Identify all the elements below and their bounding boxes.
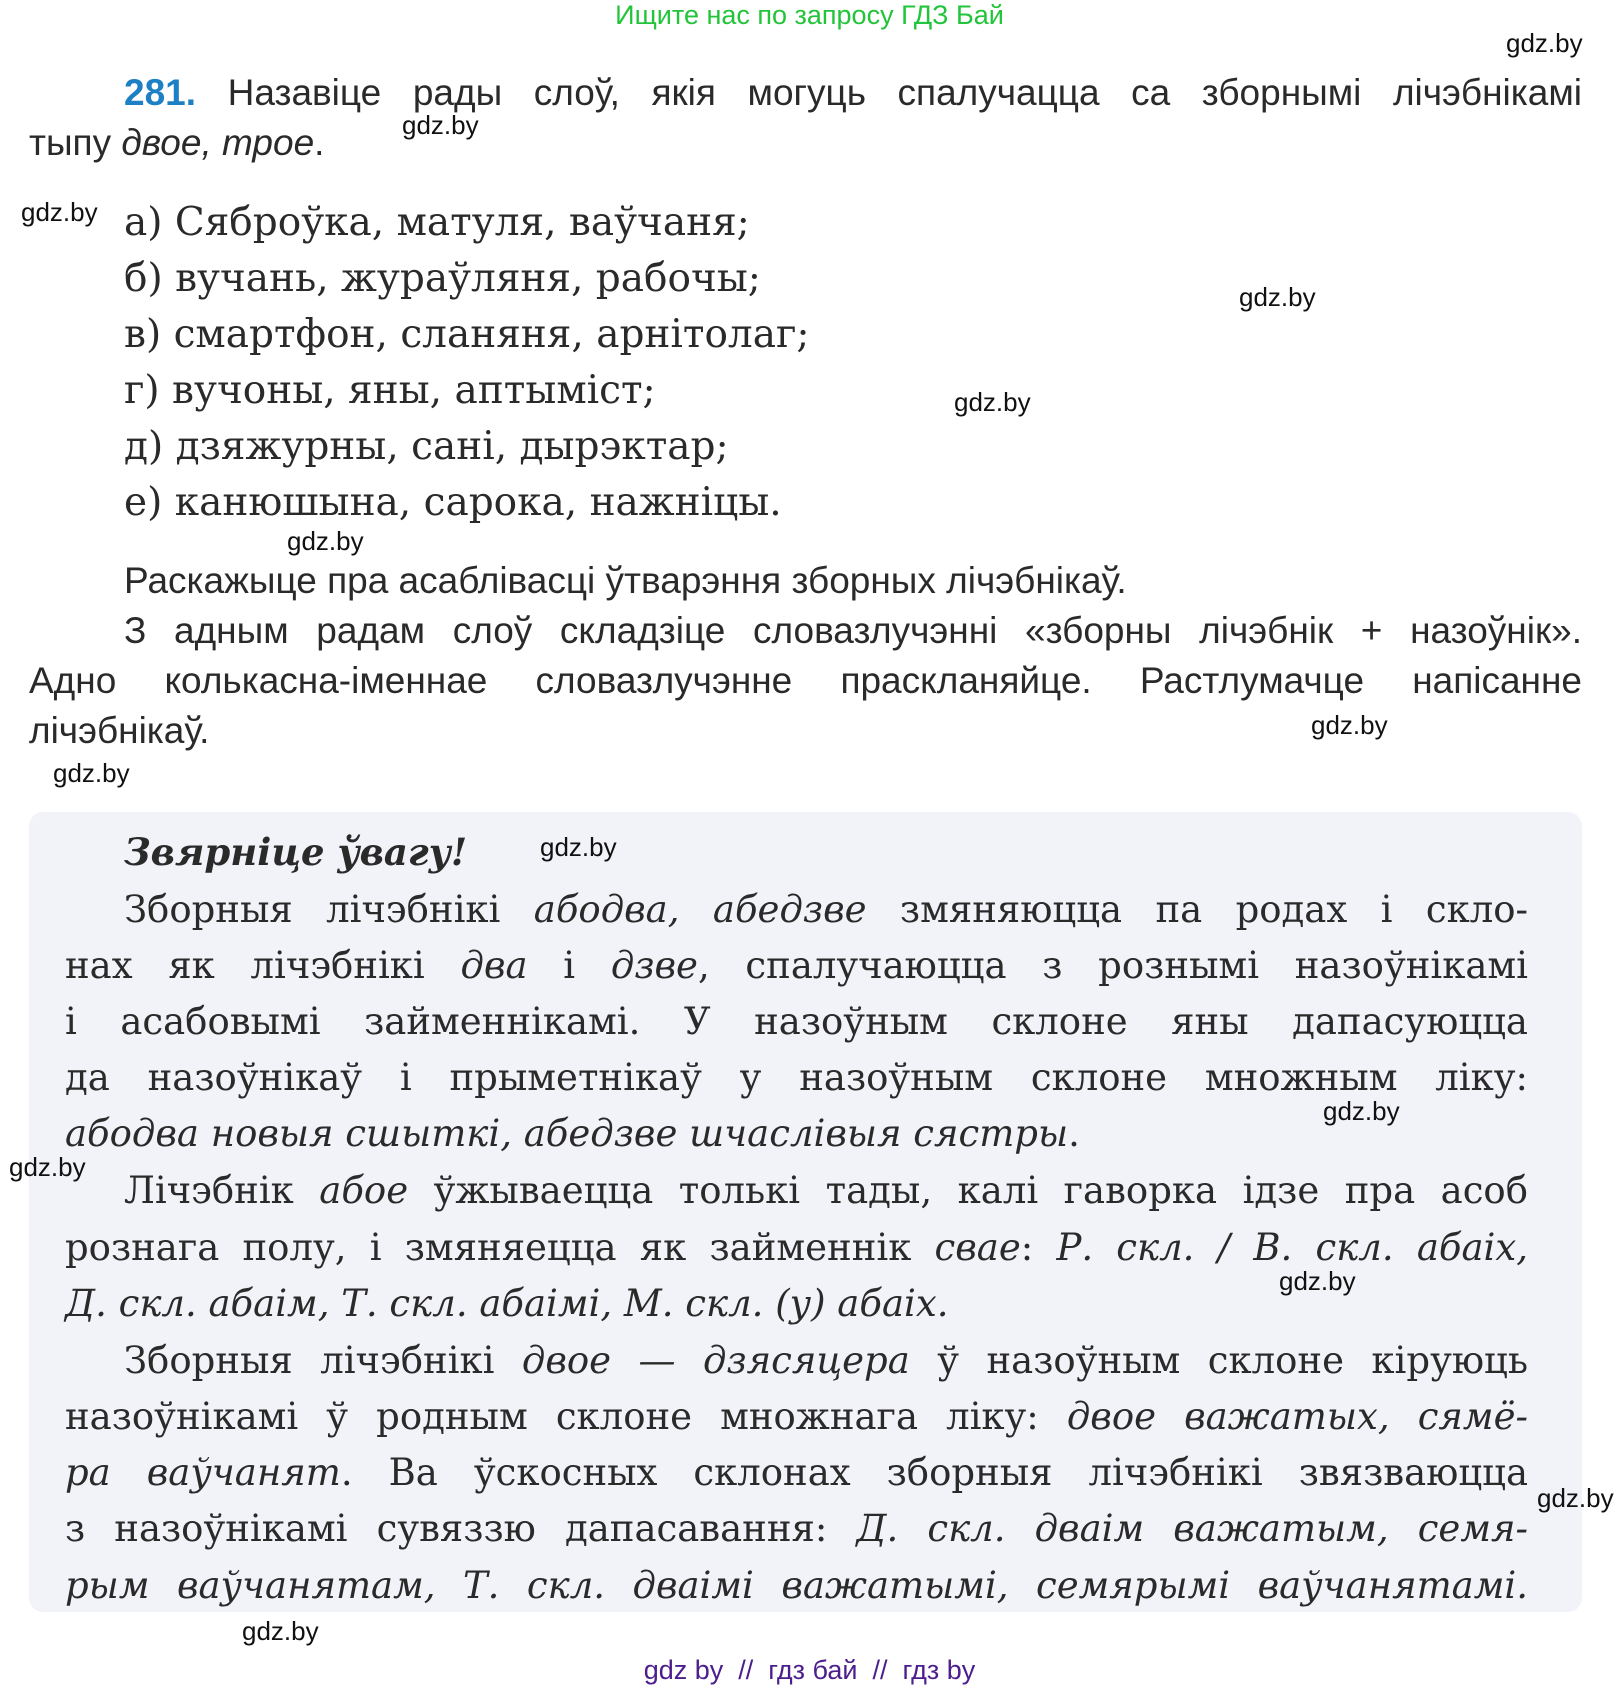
note-text: да назоўнікаў і прыметнікаў у назоўным склоне множным ліку: <box>65 1056 1528 1099</box>
note-text: назоўнікамі ў родным склоне множнага ліку: <box>65 1395 1067 1438</box>
note-text: . Ва ўскосных склонах зборныя лічэбнікі звязваюцца <box>340 1451 1529 1494</box>
watermark: gdz.by <box>287 526 364 556</box>
note-text: , спалучаюцца з рознымі назоўнікамі <box>697 944 1529 987</box>
example-text: рым ваўчанятам, Т. скл. дваімі важатымі, семярымі ваўчанятамі. <box>65 1564 1528 1607</box>
note-line <box>124 889 1528 932</box>
watermark: gdz.by <box>242 1616 319 1646</box>
example-text: Д. скл. дваім важатым, семя- <box>856 1507 1528 1550</box>
note-line <box>65 1057 1528 1100</box>
list-item: е) канюшына, сарока, нажніцы. <box>124 480 782 525</box>
note-text: рознага полу, і змяняецца як займеннік <box>65 1226 935 1269</box>
example-text: двое важатых, сямё- <box>1066 1395 1528 1438</box>
watermark: gdz.by <box>1537 1483 1614 1513</box>
note-text: нах як лічэбнікі <box>65 944 461 987</box>
search-hint-banner: Ищите нас по запросу ГДЗ Бай <box>615 0 1004 30</box>
note-text: Зборныя лічэбнікі <box>124 888 534 931</box>
note-text: змяняюцца па родах і скло- <box>866 888 1528 931</box>
watermark: gdz.by <box>9 1152 86 1182</box>
watermark: gdz.by <box>1506 28 1583 58</box>
example-text: абодва новыя сшыткі, абедзве шчаслівыя сястры <box>65 1112 1069 1155</box>
note-text: і асабовымі займеннікамі. У назоўным склоне яны дапасуюцца <box>65 1000 1528 1043</box>
example-text: дзве <box>610 944 698 987</box>
note-line <box>65 1508 1528 1551</box>
note-line <box>65 1565 1528 1608</box>
watermark: gdz.by <box>1323 1096 1400 1126</box>
exercise-line-2 <box>29 122 324 165</box>
list-item: а) Сяброўка, матуля, ваўчаня; <box>124 200 750 245</box>
note-line <box>65 1452 1528 1495</box>
note-text: з назоўнікамі сувяззю дапасавання: <box>65 1507 857 1550</box>
note-line <box>65 1283 948 1326</box>
example-text: два <box>460 944 528 987</box>
note-title: Звярніце ўвагу! <box>124 830 468 874</box>
note-text: : <box>1020 1226 1057 1269</box>
list-item: б) вучань, жураўляня, рабочы; <box>124 256 761 301</box>
example-text: абое <box>319 1169 409 1212</box>
task-line: лічэбнікаў. <box>29 710 210 751</box>
list-item: г) вучоны, яны, аптыміст; <box>124 368 656 413</box>
exercise-number: 281. <box>124 72 197 113</box>
exercise-text: тыпу <box>29 122 122 163</box>
example-text: ра ваўчанят <box>65 1451 341 1494</box>
note-line <box>124 1170 1528 1213</box>
note-line <box>65 1396 1528 1439</box>
task-line: Раскажыце пра асаблівасці ўтварэння зборных лічэбнікаў. <box>124 560 1127 601</box>
example-text: свае <box>934 1226 1021 1269</box>
footer-links: gdz by // гдз бай // гдз by <box>643 1655 976 1685</box>
example-text: Р. скл. / В. скл. абаіх, <box>1056 1226 1528 1269</box>
note-line <box>65 1001 1528 1044</box>
watermark: gdz.by <box>21 197 98 227</box>
example-text: абодва, абедзве <box>533 888 867 931</box>
example-text: Д. скл. абаім, Т. скл. абаімі, М. скл. (у) абаіх. <box>65 1282 949 1325</box>
note-text: Зборныя лічэбнікі <box>124 1339 522 1382</box>
example-text: двое — дзясяцера <box>521 1339 910 1382</box>
note-text: Лічэбнік <box>124 1169 320 1212</box>
watermark: gdz.by <box>954 387 1031 417</box>
task-line: З адным радам слоў складзіце словазлучэнні «зборны лічэбнік + назоўнік». <box>124 610 1582 651</box>
watermark: gdz.by <box>1311 710 1388 740</box>
exercise-line-1 <box>124 72 1582 115</box>
watermark: gdz.by <box>402 110 479 140</box>
watermark: gdz.by <box>1279 1266 1356 1296</box>
list-item: в) смартфон, сланяня, арнітолаг; <box>124 312 810 357</box>
note-text: . <box>1068 1112 1080 1155</box>
exercise-examples: двое, трое <box>121 122 315 163</box>
note-line <box>65 945 1528 988</box>
task-line: Адно колькасна-іменнае словазлучэнне праскланяйце. Растлумачце напісанне <box>29 660 1582 701</box>
note-line <box>124 1340 1528 1383</box>
list-item: д) дзяжурны, сані, дырэктар; <box>124 424 729 469</box>
exercise-text: . <box>314 122 325 163</box>
watermark: gdz.by <box>540 832 617 862</box>
note-text: ў назоўным склоне кіруюць <box>909 1339 1528 1382</box>
note-text: і <box>527 944 611 987</box>
note-line <box>65 1227 1528 1270</box>
note-line <box>65 1113 1080 1156</box>
watermark: gdz.by <box>53 758 130 788</box>
watermark: gdz.by <box>1239 282 1316 312</box>
exercise-text: Назавіце рады слоў, якія могуць спалучацца са зборнымі лічэбнікамі <box>227 72 1582 113</box>
note-text: ўжываецца толькі тады, калі гаворка ідзе пра асоб <box>408 1169 1528 1212</box>
